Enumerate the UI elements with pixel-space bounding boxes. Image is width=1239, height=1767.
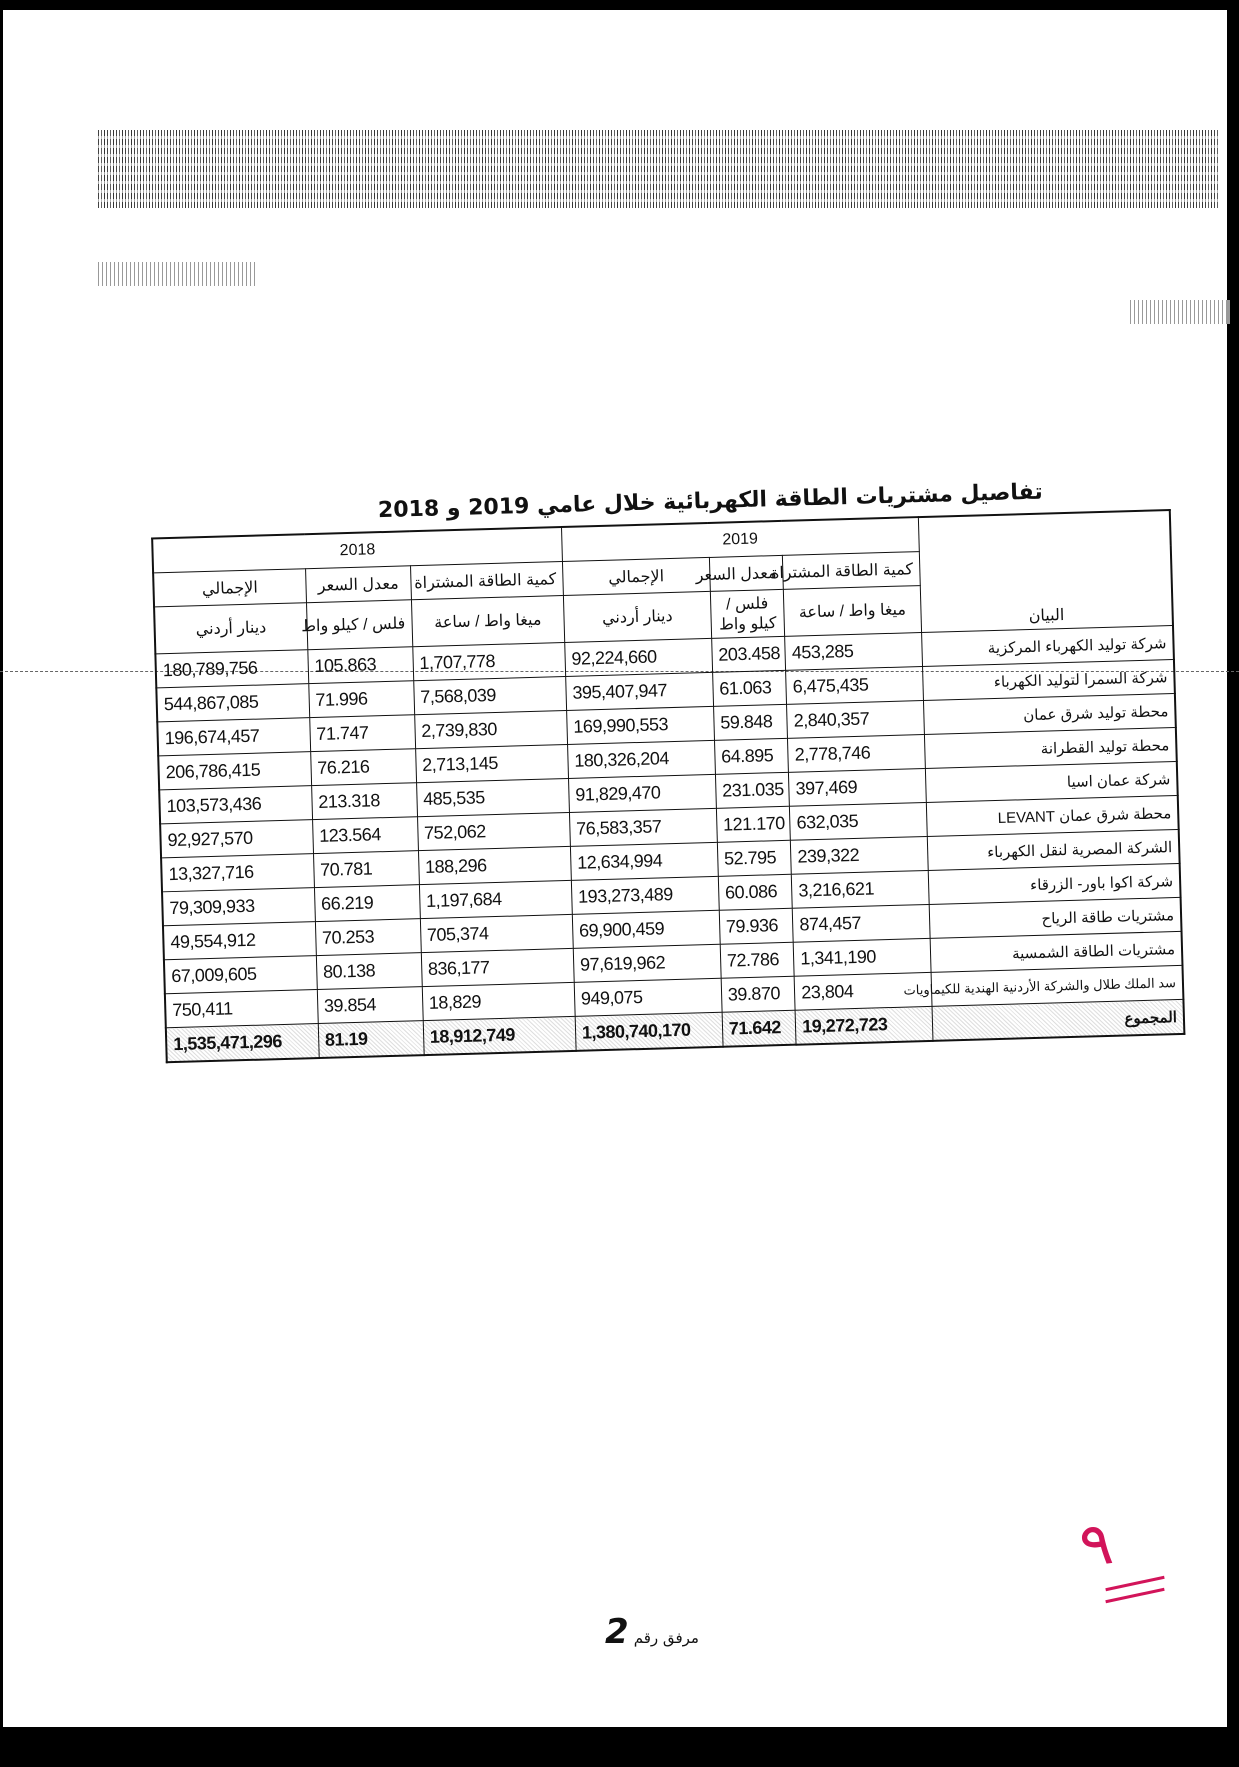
value-cell: 92,224,660 bbox=[565, 638, 713, 676]
value-cell: 72.786 bbox=[720, 942, 794, 978]
scan-edge-bottom bbox=[0, 1727, 1239, 1767]
rate-2018-header: معدل السعر bbox=[305, 566, 411, 603]
value-cell: 18,829 bbox=[422, 982, 575, 1020]
value-cell: 632,035 bbox=[790, 802, 927, 840]
value-cell: 76,583,357 bbox=[569, 808, 717, 846]
value-cell: 752,062 bbox=[417, 812, 570, 850]
value-cell: 2,713,145 bbox=[415, 744, 568, 782]
handwritten-mark: ٩ bbox=[1075, 1508, 1117, 1582]
value-cell: 69,900,459 bbox=[572, 910, 720, 948]
value-cell: 2,778,746 bbox=[788, 735, 925, 773]
value-cell: 2,739,830 bbox=[414, 710, 567, 748]
value-cell: 206,786,415 bbox=[158, 752, 311, 790]
statement-header: البيان bbox=[918, 510, 1173, 632]
value-cell: 239,322 bbox=[791, 836, 928, 874]
value-cell: 1,380,740,170 bbox=[575, 1012, 723, 1051]
row-label-cell: الشركة المصرية لنقل الكهرباء bbox=[927, 829, 1180, 870]
rate-2019-header: معدل السعر bbox=[709, 555, 783, 591]
value-cell: 52.795 bbox=[717, 840, 791, 876]
value-cell: 12,634,994 bbox=[570, 842, 718, 880]
attachment-number: 2 bbox=[605, 1612, 629, 1652]
value-cell: 2,840,357 bbox=[787, 701, 924, 739]
value-cell: 80.138 bbox=[316, 953, 422, 990]
value-cell: 193,273,489 bbox=[571, 876, 719, 914]
qty-2019-header: كمية الطاقة المشتراة bbox=[783, 552, 920, 590]
value-cell: 874,457 bbox=[792, 904, 929, 942]
scan-edge-left bbox=[0, 0, 3, 1767]
value-cell: 49,554,912 bbox=[163, 922, 316, 960]
value-cell: 18,912,749 bbox=[423, 1016, 576, 1055]
row-label-cell: مشتريات الطاقة الشمسية bbox=[930, 931, 1183, 972]
year-2019-header: 2019 bbox=[561, 517, 919, 561]
row-label-cell: مشتريات طاقة الرياح bbox=[929, 897, 1182, 938]
row-label-cell: شركة السمرا لتوليد الكهرباء bbox=[922, 659, 1175, 700]
value-cell: 67,009,605 bbox=[164, 956, 317, 994]
value-cell: 453,285 bbox=[785, 633, 922, 671]
purchases-table bbox=[151, 509, 1185, 1063]
value-cell: 97,619,962 bbox=[573, 944, 721, 982]
scan-noise-band bbox=[98, 130, 1218, 208]
value-cell: 64.895 bbox=[714, 738, 788, 774]
scan-edge-top bbox=[0, 0, 1239, 10]
value-cell: 79,309,933 bbox=[162, 888, 315, 926]
value-cell: 92,927,570 bbox=[160, 820, 313, 858]
value-cell: 70.253 bbox=[315, 919, 421, 956]
value-cell: 3,216,621 bbox=[791, 870, 928, 908]
value-cell: 6,475,435 bbox=[786, 667, 923, 705]
value-cell: 180,789,756 bbox=[155, 650, 308, 688]
row-label-cell: شركة توليد الكهرباء المركزية bbox=[921, 626, 1174, 667]
attachment-label bbox=[605, 1612, 699, 1652]
value-cell: 231.035 bbox=[715, 772, 789, 808]
value-cell: 79.936 bbox=[719, 908, 793, 944]
total-2018-header: الإجمالي bbox=[153, 569, 306, 607]
value-cell: 71.996 bbox=[308, 681, 414, 718]
table-title: تفاصيل مشتريات الطاقة الكهربائية خلال عامي 2019 و 2018 bbox=[377, 479, 1044, 524]
value-cell: 121.170 bbox=[716, 806, 790, 842]
value-cell: 213.318 bbox=[311, 783, 417, 820]
handwritten-strokes bbox=[1105, 1582, 1165, 1612]
value-cell: 71.747 bbox=[309, 715, 415, 752]
value-cell: 60.086 bbox=[718, 874, 792, 910]
total-2019-unit: دينار أردني bbox=[563, 591, 711, 642]
value-cell: 19,272,723 bbox=[795, 1006, 932, 1044]
value-cell: 1,197,684 bbox=[419, 880, 572, 918]
value-cell: 705,374 bbox=[420, 914, 573, 952]
scan-noise-fragment bbox=[1130, 300, 1230, 324]
value-cell: 123.564 bbox=[312, 817, 418, 854]
value-cell: 61.063 bbox=[712, 670, 786, 706]
attachment-text: مرفق رقم bbox=[633, 1629, 699, 1647]
value-cell: 750,411 bbox=[165, 990, 318, 1028]
row-label-cell: سد الملك طلال والشركة الأردنية الهندية للكيماويات bbox=[931, 965, 1184, 1006]
value-cell: 76.216 bbox=[310, 749, 416, 786]
value-cell: 397,469 bbox=[789, 768, 926, 806]
rate-2019-unit: فلس / كيلو واط bbox=[710, 589, 785, 638]
value-cell: 81.19 bbox=[318, 1021, 424, 1058]
row-label-cell: محطة توليد شرق عمان bbox=[923, 693, 1176, 734]
row-label-cell: محطة توليد القطرانة bbox=[924, 727, 1177, 768]
value-cell: 66.219 bbox=[314, 885, 420, 922]
qty-2018-unit: ميغا واط / ساعة bbox=[411, 596, 564, 647]
total-2018-unit: دينار أردني bbox=[154, 603, 307, 654]
scan-edge-right bbox=[1227, 0, 1239, 1767]
value-cell: 196,674,457 bbox=[157, 718, 310, 756]
qty-2018-header: كمية الطاقة المشتراة bbox=[410, 562, 563, 600]
value-cell: 203.458 bbox=[711, 636, 785, 672]
value-cell: 13,327,716 bbox=[161, 854, 314, 892]
value-cell: 71.642 bbox=[722, 1010, 796, 1047]
qty-2019-unit: ميغا واط / ساعة bbox=[784, 586, 922, 637]
value-cell: 23,804 bbox=[794, 972, 931, 1010]
value-cell: 39.870 bbox=[721, 976, 795, 1012]
value-cell: 836,177 bbox=[421, 948, 574, 986]
value-cell: 188,296 bbox=[418, 846, 571, 884]
year-2018-header: 2018 bbox=[152, 527, 562, 573]
document-body bbox=[150, 475, 1205, 1063]
value-cell: 544,867,085 bbox=[156, 684, 309, 722]
value-cell: 103,573,436 bbox=[159, 786, 312, 824]
value-cell: 59.848 bbox=[713, 704, 787, 740]
value-cell: 70.781 bbox=[313, 851, 419, 888]
value-cell: 949,075 bbox=[574, 978, 722, 1016]
rate-2018-unit: فلس / كيلو واط bbox=[306, 600, 412, 650]
row-label-cell: المجموع bbox=[932, 999, 1185, 1041]
total-2019-header: الإجمالي bbox=[562, 557, 710, 595]
value-cell: 39.854 bbox=[317, 987, 423, 1024]
value-cell: 180,326,204 bbox=[567, 740, 715, 778]
value-cell: 485,535 bbox=[416, 778, 569, 816]
value-cell: 169,990,553 bbox=[566, 706, 714, 744]
row-label-cell: شركة عمان اسيا bbox=[925, 761, 1178, 802]
value-cell: 105.863 bbox=[308, 647, 414, 684]
value-cell: 1,535,471,296 bbox=[166, 1024, 319, 1063]
value-cell: 1,341,190 bbox=[793, 938, 930, 976]
value-cell: 1,707,778 bbox=[412, 643, 565, 681]
value-cell: 395,407,947 bbox=[565, 672, 713, 710]
scan-noise-fragment bbox=[98, 262, 258, 286]
value-cell: 7,568,039 bbox=[413, 676, 566, 714]
row-label-cell: محطة شرق عمان LEVANT bbox=[926, 795, 1179, 836]
value-cell: 91,829,470 bbox=[568, 774, 716, 812]
row-label-cell: شركة اكوا باور- الزرقاء bbox=[928, 863, 1181, 904]
